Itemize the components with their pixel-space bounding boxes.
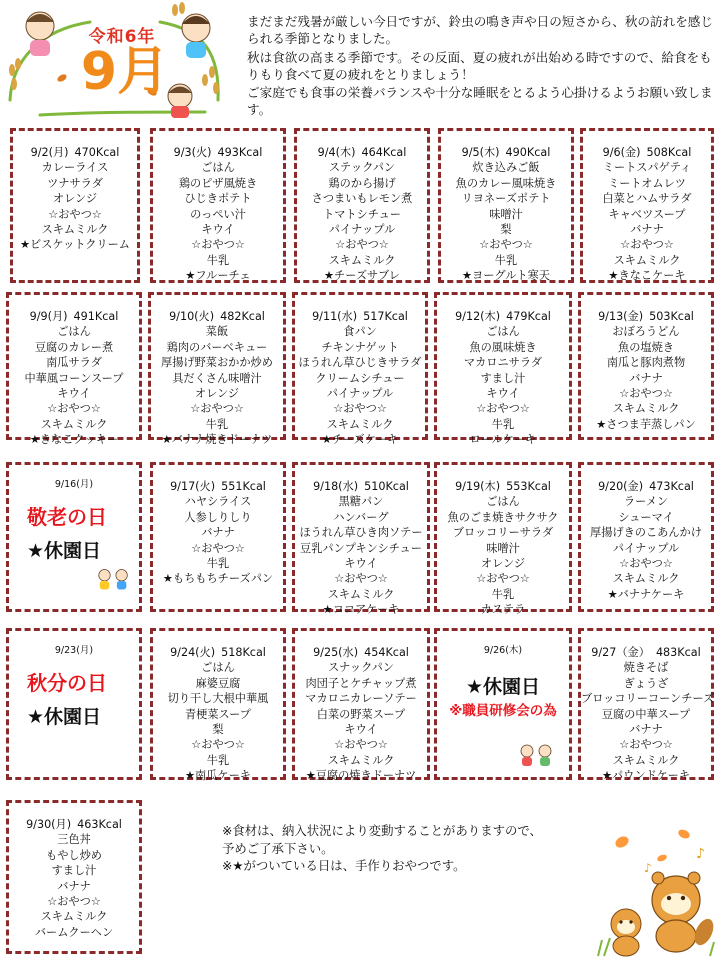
menu-item: ☆おやつ☆ <box>191 238 245 252</box>
card-date: 9/27（金） <box>591 646 650 659</box>
footer-notes <box>222 822 602 875</box>
menu-item: ぎょうざ <box>623 676 669 690</box>
menu-item: 梨 <box>212 723 224 737</box>
menu-item: スキムミルク <box>40 417 108 431</box>
card-date: 9/10(火) <box>169 310 215 323</box>
menu-item: 白菜とハムサラダ <box>602 192 692 206</box>
note-line: ※食材は、納入状況により変動することがありますので、 <box>222 823 542 838</box>
menu-item: おぼろうどん <box>612 325 680 339</box>
menu-item: 味噌汁 <box>486 541 520 555</box>
menu-item: ほうれん草ひき肉ソテー <box>299 526 423 540</box>
card-date: 9/20(金) <box>598 480 644 493</box>
menu-item: 人参しりしり <box>184 510 252 524</box>
menu-item: ★ヨーグルト寒天 <box>461 269 550 283</box>
menu-item: ★バナナケーキ <box>607 587 685 601</box>
child-icon <box>182 14 210 58</box>
card-kcal: 483Kcal <box>655 646 701 659</box>
menu-item: ☆おやつ☆ <box>335 238 389 252</box>
menu-item: ★きなこケーキ <box>608 269 686 283</box>
card-kcal: 493Kcal <box>217 146 263 159</box>
menu-item: マカロニカレーソテー <box>305 692 417 706</box>
card-date: 9/23(月) <box>54 645 94 656</box>
menu-card <box>578 628 715 783</box>
menu-item: キウイ <box>57 387 91 401</box>
menu-item: 厚揚げ野菜おかか炒め <box>161 356 273 370</box>
menu-item: カレーライス <box>41 161 109 175</box>
card-date: 9/5(木) <box>461 146 500 159</box>
menu-item: ☆おやつ☆ <box>479 238 533 252</box>
card-date: 9/17(火) <box>170 480 216 493</box>
menu-item: スキムミルク <box>613 253 681 267</box>
menu-item: 牛乳 <box>206 557 230 571</box>
menu-card <box>292 292 428 447</box>
card-kcal: 463Kcal <box>77 818 122 831</box>
music-note-icon: ♪ <box>644 861 652 875</box>
menu-item: ごはん <box>201 661 235 675</box>
menu-item: ハヤシライス <box>184 495 252 509</box>
card-kcal: 518Kcal <box>221 646 266 659</box>
era-title: 令和6年 <box>88 27 156 47</box>
menu-item: 牛乳 <box>491 587 515 601</box>
menu-item: ☆おやつ☆ <box>333 402 387 416</box>
menu-item: ☆おやつ☆ <box>334 738 388 752</box>
intro-paragraph: ご家庭でも食事の栄養バランスや十分な睡眠をとるよう心掛けるようお願い致します。 <box>247 85 713 118</box>
card-kcal: 551Kcal <box>221 480 266 493</box>
menu-item: ラーメン <box>623 495 669 509</box>
holiday-card <box>6 628 142 780</box>
menu-item: チキンナゲット <box>321 340 399 354</box>
menu-item: ☆おやつ☆ <box>620 238 674 252</box>
menu-item: 焼きそば <box>623 661 669 675</box>
menu-item: 鶏肉のバーベキュー <box>166 340 268 354</box>
menu-item: クリームシチュー <box>315 371 405 385</box>
menu-card <box>10 128 140 283</box>
card-date: 9/9(月) <box>29 310 68 323</box>
menu-card <box>434 462 572 617</box>
menu-item: バナナ <box>57 879 91 893</box>
menu-item: ☆おやつ☆ <box>190 402 244 416</box>
children-icon <box>517 741 557 771</box>
card-kcal: 508Kcal <box>646 146 692 159</box>
menu-card <box>150 128 286 283</box>
menu-item: ★きなこクッキー <box>29 433 119 447</box>
holiday-card <box>6 462 142 612</box>
menu-item: ブロッコリーコーンチーズ <box>581 692 715 706</box>
menu-item: ロールケーキ <box>469 433 537 447</box>
menu-item: スキムミルク <box>328 253 396 267</box>
menu-card <box>292 628 430 783</box>
menu-item: スキムミルク <box>612 572 680 586</box>
closed-label: ★休園日 <box>465 676 541 699</box>
menu-item: 炊き込みご飯 <box>472 161 540 175</box>
menu-item: 三色丼 <box>57 833 91 847</box>
menu-item: トマトシチュー <box>323 207 401 221</box>
card-kcal: 470Kcal <box>74 146 120 159</box>
menu-item: 切り干し大根中華風 <box>167 692 269 706</box>
menu-item: ★ビスケットクリーム <box>20 238 130 252</box>
menu-item: ☆おやつ☆ <box>47 402 101 416</box>
menu-item: 牛乳 <box>494 253 518 267</box>
menu-item: ★パウンドケーキ <box>601 769 691 783</box>
menu-item: もやし炒め <box>46 848 102 862</box>
card-kcal: 491Kcal <box>73 310 119 323</box>
closed-label: ★休園日 <box>27 539 102 562</box>
card-kcal: 503Kcal <box>649 310 694 323</box>
menu-card <box>580 128 714 283</box>
card-kcal: 482Kcal <box>220 310 265 323</box>
menu-item: キウイ <box>344 723 378 737</box>
menu-card <box>148 292 286 447</box>
card-kcal: 517Kcal <box>363 310 408 323</box>
holiday-name: 敬老の日 <box>27 505 107 530</box>
menu-item: ☆おやつ☆ <box>334 572 388 586</box>
menu-item: ★チーズサブレ <box>324 269 400 283</box>
menu-item: 魚の塩焼き <box>618 340 674 354</box>
menu-item: ごはん <box>57 325 91 339</box>
menu-item: ☆おやつ☆ <box>619 387 673 401</box>
card-date: 9/3(火) <box>173 146 212 159</box>
intro-paragraph: まだまだ残暑が厳しい今日ですが、鈴虫の鳴き声や日の短さから、秋の訪れを感じられる季節となりました。 <box>247 14 713 47</box>
menu-item: マカロニサラダ <box>463 356 543 370</box>
menu-item: ★バナナ焼きドーナツ <box>161 433 273 447</box>
closed-label: ★休園日 <box>27 705 102 728</box>
menu-item: 南瓜と豚肉煮物 <box>606 356 686 370</box>
menu-card <box>292 462 430 617</box>
child-icon <box>168 84 192 118</box>
menu-card <box>294 128 430 283</box>
menu-item: キャベツスープ <box>608 207 686 221</box>
menu-item: 魚のごま焼きサクサク <box>447 510 559 524</box>
menu-item: 梨 <box>500 223 512 237</box>
menu-item: スキムミルク <box>612 402 680 416</box>
menu-item: ★さつま芋蒸しパン <box>596 417 696 431</box>
menu-item: パイナップル <box>326 387 394 401</box>
menu-item: のっぺい汁 <box>190 207 246 221</box>
menu-item: ☆おやつ☆ <box>619 557 673 571</box>
menu-item: 南瓜サラダ <box>46 356 102 370</box>
menu-card <box>434 292 572 447</box>
menu-item: ツナサラダ <box>47 176 103 190</box>
tanuki-illustration <box>592 828 720 958</box>
menu-item: 牛乳 <box>206 753 230 767</box>
menu-item: スナックパン <box>327 661 394 675</box>
holiday-name: 秋分の日 <box>27 671 107 696</box>
menu-card <box>6 292 142 447</box>
menu-item: すまし汁 <box>51 864 97 878</box>
menu-item: 魚のカレー風味焼き <box>455 176 557 190</box>
leaf-icon <box>613 828 691 863</box>
menu-item: シューマイ <box>618 510 674 524</box>
menu-item: ごはん <box>201 161 235 175</box>
menu-item: ☆おやつ☆ <box>48 207 102 221</box>
menu-item: キウイ <box>201 223 235 237</box>
menu-item: 中華風コーンスープ <box>24 371 124 385</box>
card-kcal: 473Kcal <box>649 480 694 493</box>
menu-item: スキムミルク <box>40 910 108 924</box>
card-date: 9/19(木) <box>455 480 501 493</box>
menu-item: 豆腐の中華スープ <box>601 707 691 721</box>
menu-item: 味噌汁 <box>489 207 523 221</box>
card-kcal: 464Kcal <box>361 146 407 159</box>
menu-item: スキムミルク <box>326 417 394 431</box>
menu-item: ハンバーグ <box>333 510 389 524</box>
menu-item: 麻婆豆腐 <box>195 676 241 690</box>
month-title: 9月 <box>80 42 170 102</box>
menu-item: ステックパン <box>328 161 396 175</box>
menu-item: ブロッコリーサラダ <box>452 526 554 540</box>
menu-item: 青梗菜スープ <box>184 707 251 721</box>
note-line: 予めご了承下さい。 <box>222 840 334 856</box>
menu-item: ★フルーチェ <box>185 269 251 283</box>
card-kcal: 490Kcal <box>505 146 551 159</box>
menu-item: 鶏のから揚げ <box>328 176 396 190</box>
holiday-card <box>434 628 572 780</box>
menu-item: バナナ <box>629 723 663 737</box>
menu-item: 鶏のピザ風焼き <box>178 176 258 190</box>
card-date: 9/25(水) <box>313 646 359 659</box>
menu-item: 魚の風味焼き <box>469 340 537 354</box>
menu-item: ★もちもちチーズパン <box>162 572 274 586</box>
menu-card <box>6 800 142 954</box>
intro-paragraph: 秋は食欲の高まる季節です。その反面、夏の疲れが出始める時ですので、給食をもりもり食べて夏の疲れをとりましょう！ <box>247 49 712 82</box>
menu-item: 食パン <box>343 325 377 339</box>
menu-item: パイナップル <box>328 223 396 237</box>
menu-item: 白菜の野菜スープ <box>316 707 406 721</box>
menu-item: 厚揚げきのこあんかけ <box>590 526 702 540</box>
tanuki-icon <box>611 909 641 956</box>
card-date: 9/13(金) <box>598 310 644 323</box>
menu-item: ☆おやつ☆ <box>476 402 530 416</box>
menu-item: ☆おやつ☆ <box>476 572 530 586</box>
menu-item: ☆おやつ☆ <box>191 541 245 555</box>
menu-item: ごはん <box>486 495 520 509</box>
menu-item: ミートスパゲティ <box>602 161 692 175</box>
menu-item: オレンジ <box>52 192 98 206</box>
card-date: 9/12(木) <box>455 310 501 323</box>
menu-item: 黒糖パン <box>338 495 384 509</box>
menu-item: ☆おやつ☆ <box>619 738 673 752</box>
card-kcal: 510Kcal <box>364 480 409 493</box>
menu-item: バームクーヘン <box>34 925 114 939</box>
menu-card <box>150 628 286 783</box>
menu-item: ほうれん草ひじきサラダ <box>298 356 422 370</box>
menu-item: スキムミルク <box>41 223 109 237</box>
menu-item: スキムミルク <box>327 753 395 767</box>
children-icon <box>95 565 133 595</box>
card-date: 9/26(木) <box>483 645 523 656</box>
child-icon <box>26 12 54 56</box>
menu-item: オレンジ <box>194 387 240 401</box>
menu-item: リヨネーズポテト <box>461 192 551 206</box>
card-kcal: 553Kcal <box>506 480 551 493</box>
card-date: 9/16(月) <box>54 479 94 490</box>
menu-item: 豆腐のカレー煮 <box>34 340 114 354</box>
menu-card <box>150 462 286 612</box>
menu-item: パイナップル <box>612 541 680 555</box>
menu-item: ★ココアケーキ <box>322 603 400 617</box>
menu-item: 肉団子とケチャップ煮 <box>305 676 417 690</box>
card-date: 9/2(月) <box>30 146 69 159</box>
menu-item: ☆おやつ☆ <box>191 738 245 752</box>
menu-item: オレンジ <box>480 557 526 571</box>
card-date: 9/30(月) <box>26 818 72 831</box>
card-date: 9/11(水) <box>312 310 358 323</box>
menu-card <box>578 292 714 440</box>
tanuki-icon <box>652 872 717 952</box>
menu-card <box>438 128 574 283</box>
menu-item: キウイ <box>486 387 520 401</box>
card-date: 9/24(火) <box>170 646 216 659</box>
menu-item: 具だくさん味噌汁 <box>172 371 262 385</box>
menu-item: スキムミルク <box>612 753 680 767</box>
menu-item: キウイ <box>344 557 378 571</box>
menu-item: カステラ <box>480 603 526 617</box>
card-kcal: 479Kcal <box>506 310 551 323</box>
menu-item: ★チーズケーキ <box>321 433 399 447</box>
card-date: 9/6(金) <box>602 146 641 159</box>
card-date: 9/18(水) <box>313 480 359 493</box>
menu-item: バナナ <box>629 371 663 385</box>
menu-item: さつまいもレモン煮 <box>311 192 413 206</box>
menu-item: ☆おやつ☆ <box>47 895 101 909</box>
menu-item: ミートオムレツ <box>608 176 686 190</box>
menu-item: 菜飯 <box>205 325 229 339</box>
menu-item: 牛乳 <box>491 417 515 431</box>
menu-item: 牛乳 <box>206 253 230 267</box>
menu-item: ごはん <box>486 325 520 339</box>
menu-card <box>578 462 714 612</box>
note-line: ※★がついている日は、手作りおやつです。 <box>222 858 466 873</box>
intro-text <box>247 13 717 119</box>
training-note: ※職員研修会の為 <box>449 702 557 719</box>
menu-item: ★豆腐の焼きドーナツ <box>305 769 417 783</box>
menu-item: バナナ <box>201 526 235 540</box>
menu-item: バナナ <box>630 223 664 237</box>
menu-item: すまし汁 <box>480 371 526 385</box>
menu-item: ひじきポテト <box>184 192 252 206</box>
music-note-icon: ♪ <box>696 846 705 862</box>
menu-item: 豆乳パンプキンシチュー <box>300 541 422 555</box>
menu-item: 牛乳 <box>205 417 229 431</box>
card-date: 9/4(木) <box>317 146 356 159</box>
menu-item: ★南瓜ケーキ <box>185 769 251 783</box>
menu-item: スキムミルク <box>327 587 395 601</box>
card-kcal: 454Kcal <box>364 646 409 659</box>
